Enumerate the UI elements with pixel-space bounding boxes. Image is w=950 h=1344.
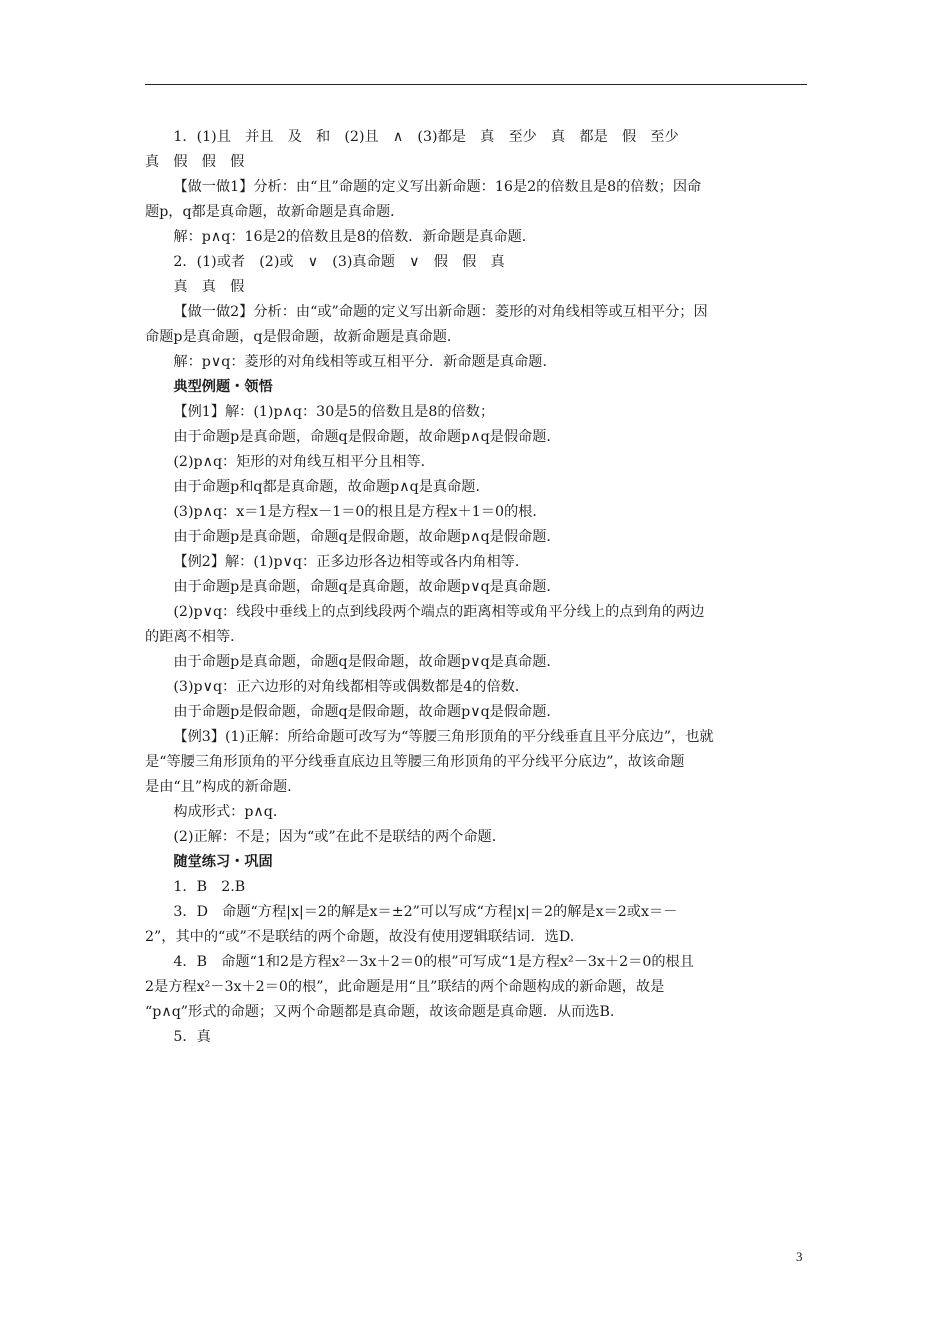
section-heading: 随堂练习・巩固 [173,854,273,870]
header-rule [145,84,807,85]
page-number: 3 [796,1249,803,1264]
text-line: 4．B 命题“1和2是方程x²－3x＋2＝0的根”可写成“1是方程x²－3x＋2＝0的根且 [173,954,694,970]
text-line: 【例1】解：(1)p∧q：30是5的倍数且是8的倍数； [173,404,495,420]
text-line: (2)p∨q：线段中垂线上的点到线段两个端点的距离相等或角平分线上的点到角的两边 [173,604,705,620]
section-heading: 典型例题・领悟 [173,379,273,395]
text-line: 解：p∧q：16是2的倍数且是8的倍数．新命题是真命题． [173,229,536,245]
text-line: 5．真 [173,1029,211,1045]
text-line: 解：p∨q：菱形的对角线相等或互相平分．新命题是真命题． [173,354,557,370]
text-line: 【例2】解：(1)p∨q：正多边形各边相等或各内角相等． [173,554,530,570]
text-line: 的距离不相等． [145,629,245,645]
text-line: 【例3】(1)正解：所给命题可改写为“等腰三角形顶角的平分线垂直且平分底边”，也就 [173,729,714,745]
text-line: (2)p∧q：矩形的对角线互相平分且相等． [173,454,435,470]
text-line: 2．(1)或者 (2)或 ∨ (3)真命题 ∨ 假 假 真 [173,254,505,270]
text-line: 命题p是真命题，q是假命题，故新命题是真命题． [145,329,462,345]
text-line: (2)正解：不是；因为“或”在此不是联结的两个命题． [173,829,506,845]
text-line: 【做一做1】分析：由“且”命题的定义写出新命题：16是2的倍数且是8的倍数；因命 [173,179,702,195]
text-line: 1．B 2.B [173,879,246,895]
text-line: (3)p∨q：正六边形的对角线都相等或偶数都是4的倍数． [173,679,530,695]
text-line: 3．D 命题“方程|x|＝2的解是x＝±2”可以写成“方程|x|＝2的解是x＝2或x＝－ [173,904,678,920]
text-line: 是由“且”构成的新命题． [145,779,302,795]
text-line: 真 真 假 [173,279,245,295]
text-line: 由于命题p是真命题，命题q是假命题，故命题p∧q是假命题． [173,429,561,445]
text-line: 构成形式：p∧q． [173,804,288,820]
text-line: (3)p∧q：x＝1是方程x－1＝0的根且是方程x＋1＝0的根． [173,504,547,520]
text-line: 由于命题p是假命题，命题q是假命题，故命题p∨q是假命题． [173,704,561,720]
text-line: “p∧q”形式的命题；又两个命题都是真命题，故该命题是真命题．从而选B. [145,1004,615,1020]
text-line: 真 假 假 假 [145,154,245,170]
text-line: 【做一做2】分析：由“或”命题的定义写出新命题：菱形的对角线相等或互相平分；因 [173,304,708,320]
text-line: 是“等腰三角形顶角的平分线垂直底边且等腰三角形顶角的平分线平分底边”，故该命题 [145,754,685,770]
text-line: 2”，其中的“或”不是联结的两个命题，故没有使用逻辑联结词．选D. [145,929,575,945]
text-line: 题p，q都是真命题，故新命题是真命题． [145,204,405,220]
text-line: 由于命题p是真命题，命题q是假命题，故命题p∧q是假命题． [173,529,561,545]
text-line: 由于命题p和q都是真命题，故命题p∧q是真命题． [173,479,490,495]
answer-text-body [145,125,807,1050]
text-line: 由于命题p是真命题，命题q是真命题，故命题p∨q是真命题． [173,579,561,595]
text-line: 由于命题p是真命题，命题q是假命题，故命题p∨q是真命题． [173,654,561,670]
text-line: 1．(1)且 并且 及 和 (2)且 ∧ (3)都是 真 至少 真 都是 假 至少 [173,129,679,145]
text-line: 2是方程x²－3x＋2＝0的根”，此命题是用“且”联结的两个命题构成的新命题，故是 [145,979,665,995]
